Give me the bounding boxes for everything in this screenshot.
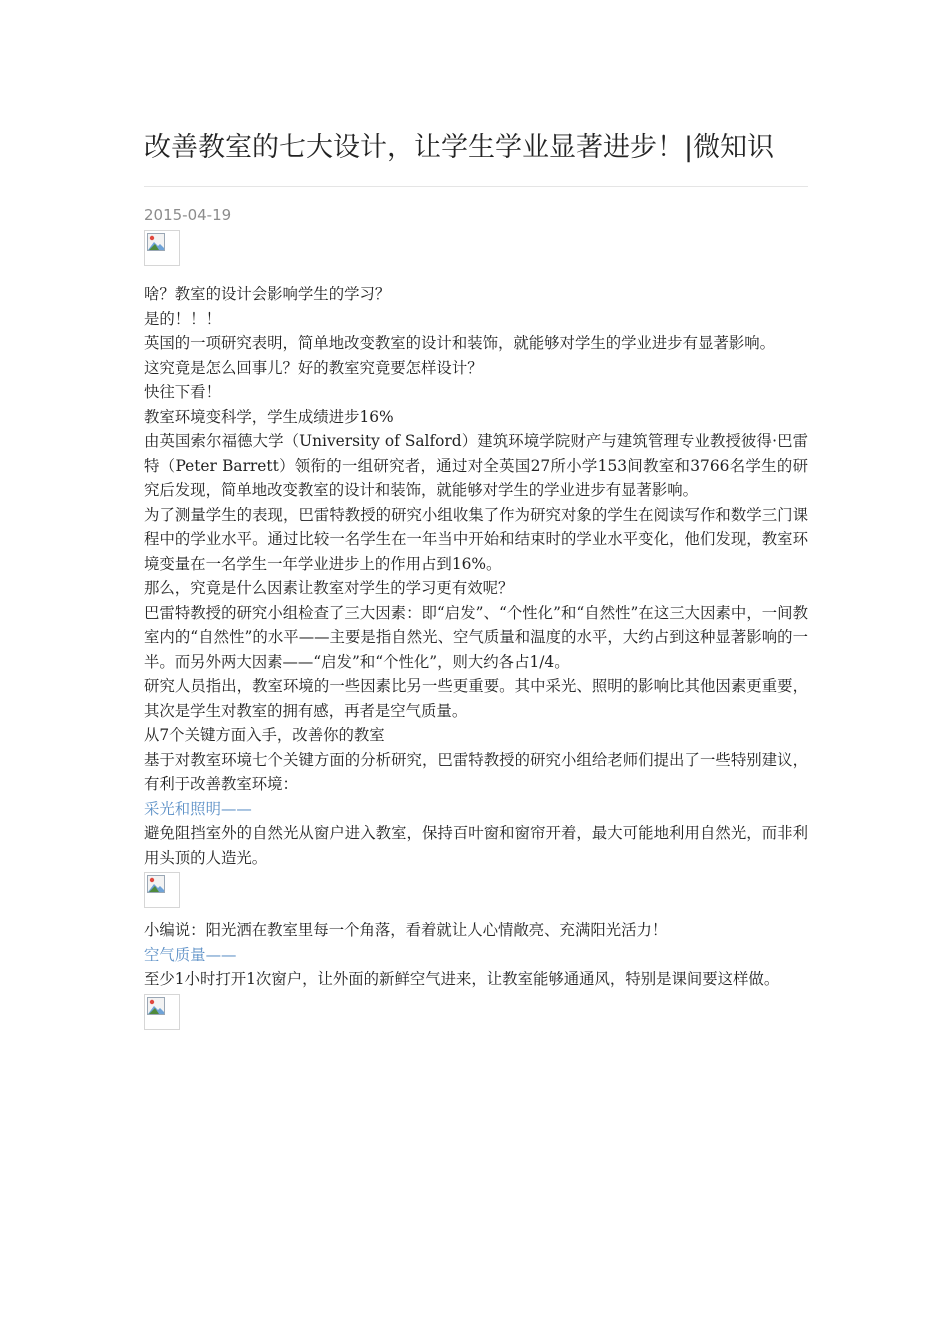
- article-body: [144, 282, 808, 1040]
- subheading-air-quality: 空气质量——: [144, 945, 237, 964]
- paragraph: 避免阻挡室外的自然光从窗户进入教室，保持百叶窗和窗帘开着，最大可能地利用自然光，而非利用头顶的人造光。: [144, 824, 808, 867]
- paragraph: 啥？教室的设计会影响学生的学习？: [144, 285, 391, 303]
- paragraph: 是的！！！: [144, 309, 221, 328]
- paragraph: 基于对教室环境七个关键方面的分析研究，巴雷特教授的研究小组给老师们提出了一些特别建议，有利于改善教室环境：: [144, 750, 808, 793]
- section-heading: 教室环境变科学，学生成绩进步16%: [144, 407, 394, 426]
- broken-image-icon: [147, 875, 165, 893]
- paragraph: 小编说：阳光洒在教室里每一个角落，看着就让人心情敞亮、充满阳光活力！: [144, 921, 668, 939]
- paragraph: 那么，究竟是什么因素让教室对学生的学习更有效呢？: [144, 579, 514, 597]
- subheading-lighting: 采光和照明——: [144, 799, 252, 818]
- page-title: 改善教室的七大设计，让学生学业显著进步！|微知识: [144, 132, 775, 163]
- paragraph: 至少1小时打开1次窗户，让外面的新鲜空气进来，让教室能够通通风，特别是课间要这样做。: [144, 970, 780, 988]
- title-divider: [144, 186, 808, 187]
- paragraph: 巴雷特教授的研究小组检查了三大因素：即“启发”、“个性化”和“自然性”在这三大因素中，一间教室内的“自然性”的水平——主要是指自然光、空气质量和温度的水平，大约占到这种显著影响的一半。而另外两大因素——“启发”和“个性化”，则大约各占1/4。: [144, 603, 808, 671]
- paragraph: 为了测量学生的表现，巴雷特教授的研究小组收集了作为研究对象的学生在阅读写作和数学三门课程中的学业水平。通过比较一名学生在一年当中开始和结束时的学业水平变化，他们发现，教室环境变量在一名学生一年学业进步上的作用占到16%。: [144, 505, 808, 573]
- paragraph: 由英国索尔福德大学（University of Salford）建筑环境学院财产与建筑管理专业教授彼得·巴雷特（Peter Barrett）领衔的一组研究者，通过对全英国27所小学153间教室和3766名学生的研究后发现，简单地改变教室的设计和装饰，就能够对学生的学业进步有显著影响。: [144, 432, 808, 499]
- paragraph: 研究人员指出，教室环境的一些因素比另一些更重要。其中采光、照明的影响比其他因素更重要，其次是学生对教室的拥有感，再者是空气质量。: [144, 677, 808, 720]
- paragraph: 快往下看！: [144, 383, 221, 401]
- article-image: [144, 872, 180, 908]
- article-image: [144, 230, 180, 266]
- broken-image-icon: [147, 997, 165, 1015]
- paragraph: 英国的一项研究表明，简单地改变教室的设计和装饰，就能够对学生的学业进步有显著影响。: [144, 334, 776, 352]
- article-image: [144, 994, 180, 1030]
- paragraph: 这究竟是怎么回事儿？好的教室究竟要怎样设计？: [144, 358, 483, 377]
- broken-image-icon: [147, 233, 165, 251]
- publish-date: 2015-04-19: [144, 206, 232, 224]
- section-heading: 从7个关键方面入手，改善你的教室: [144, 726, 385, 744]
